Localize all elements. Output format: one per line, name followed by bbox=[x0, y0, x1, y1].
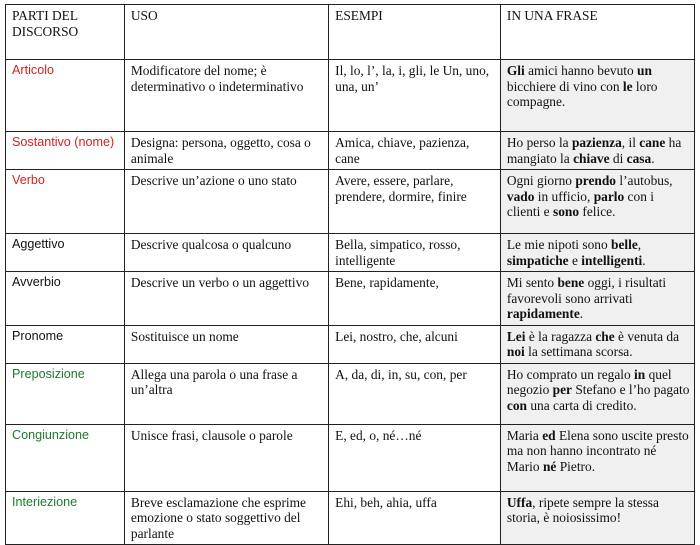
uso-cell: Sostituisce un nome bbox=[124, 325, 328, 363]
sentence-fragment: è la ragazza bbox=[525, 328, 596, 344]
frase-cell bbox=[500, 424, 694, 491]
header-parti-del-discorso: PARTI DEL DISCORSO bbox=[6, 5, 125, 60]
highlighted-word: che bbox=[595, 328, 615, 344]
highlighted-word: sono bbox=[552, 204, 580, 219]
part-of-speech-cell: Interiezione bbox=[6, 491, 125, 545]
highlighted-word: per bbox=[552, 382, 572, 397]
esempi-cell: Avere, essere, parlare, prendere, dormire, finire bbox=[329, 170, 501, 234]
header-row bbox=[6, 5, 695, 60]
sentence-fragment: felice. bbox=[579, 204, 616, 219]
sentence-fragment: . bbox=[642, 252, 646, 268]
sentence-fragment: quel negozio bbox=[506, 366, 672, 397]
table-row bbox=[6, 363, 695, 424]
sentence-fragment: l’autobus, bbox=[616, 173, 673, 188]
esempi-cell: Ehi, beh, ahia, uffa bbox=[329, 491, 501, 545]
highlighted-word: rapidamente bbox=[506, 306, 580, 321]
highlighted-word: noi bbox=[506, 344, 525, 359]
parts-of-speech-table-wrapper bbox=[5, 4, 695, 545]
highlighted-word: Gli bbox=[506, 63, 525, 78]
part-of-speech-cell: Pronome bbox=[6, 325, 125, 363]
parts-of-speech-table bbox=[5, 4, 695, 545]
frase-cell bbox=[500, 170, 694, 234]
sentence-fragment: è venuta da bbox=[614, 328, 680, 344]
frase-cell bbox=[500, 60, 694, 132]
sentence-fragment: e bbox=[568, 252, 582, 268]
part-of-speech-cell: Preposizione bbox=[6, 363, 125, 424]
table-row bbox=[6, 234, 695, 272]
uso-cell: Breve esclamazione che esprime emozione o stato soggettivo del parlante bbox=[124, 491, 328, 545]
sentence-fragment: Ho comprato un regalo bbox=[506, 366, 635, 382]
sentence-fragment: Mi sento bbox=[506, 275, 558, 290]
part-of-speech-cell: Congiunzione bbox=[6, 424, 125, 491]
sentence-fragment: Maria bbox=[506, 427, 543, 443]
sentence-fragment: in ufficio, bbox=[534, 188, 594, 204]
uso-cell: Allega una parola o una frase a un’altra bbox=[124, 363, 328, 424]
highlighted-word: vado bbox=[506, 188, 535, 204]
highlighted-word: le bbox=[622, 78, 633, 94]
highlighted-word: belle bbox=[611, 237, 638, 252]
table-row bbox=[6, 170, 695, 234]
table-body bbox=[6, 5, 695, 545]
uso-cell: Descrive un’azione o uno stato bbox=[124, 170, 328, 234]
sentence-fragment: , bbox=[637, 237, 642, 252]
part-of-speech-cell: Aggettivo bbox=[6, 234, 125, 272]
sentence-fragment: la settimana scorsa. bbox=[524, 344, 633, 359]
table-row bbox=[6, 132, 695, 170]
highlighted-word: ed bbox=[542, 427, 556, 443]
part-of-speech-cell: Sostantivo (nome) bbox=[6, 132, 125, 170]
highlighted-word: parlo bbox=[593, 188, 625, 204]
sentence-fragment: Ogni giorno bbox=[506, 173, 576, 188]
highlighted-word: bene bbox=[557, 275, 585, 290]
highlighted-word: con bbox=[506, 397, 527, 413]
sentence-fragment: Pietro. bbox=[556, 458, 596, 474]
highlighted-word: cane bbox=[639, 135, 666, 150]
sentence-fragment: Elena sono uscite presto ma non hanno incontrato né Mario bbox=[506, 427, 689, 474]
frase-cell bbox=[500, 325, 694, 363]
header-uso: USO bbox=[124, 5, 328, 60]
frase-cell bbox=[500, 272, 694, 326]
sentence-fragment: Le mie nipoti sono bbox=[506, 237, 612, 252]
highlighted-word: Uffa bbox=[506, 494, 533, 510]
esempi-cell: A, da, di, in, su, con, per bbox=[329, 363, 501, 424]
uso-cell: Designa: persona, oggetto, cosa o animale bbox=[124, 132, 328, 170]
highlighted-word: prendo bbox=[575, 173, 616, 188]
highlighted-word: intelligenti bbox=[581, 252, 643, 268]
sentence-fragment: una carta di credito. bbox=[526, 397, 637, 413]
table-row bbox=[6, 424, 695, 491]
part-of-speech-cell: Articolo bbox=[6, 60, 125, 132]
header-esempi: ESEMPI bbox=[329, 5, 501, 60]
sentence-fragment: , ripete sempre la stessa storia, è noiosissimo! bbox=[506, 494, 659, 525]
sentence-fragment: . bbox=[579, 306, 584, 321]
esempi-cell: Il, lo, l’, la, i, gli, le Un, uno, una, un’ bbox=[329, 60, 501, 132]
uso-cell: Descrive qualcosa o qualcuno bbox=[124, 234, 328, 272]
sentence-fragment: . bbox=[651, 150, 655, 166]
highlighted-word: chiave bbox=[573, 150, 610, 166]
highlighted-word: Lei bbox=[506, 328, 526, 344]
esempi-cell: Amica, chiave, pazienza, cane bbox=[329, 132, 501, 170]
esempi-cell: Bene, rapidamente, bbox=[329, 272, 501, 326]
part-of-speech-cell: Avverbio bbox=[6, 272, 125, 326]
highlighted-word: né bbox=[542, 458, 557, 474]
highlighted-word: simpatiche bbox=[506, 252, 569, 268]
header-in-una-frase: IN UNA FRASE bbox=[500, 5, 694, 60]
frase-cell bbox=[500, 363, 694, 424]
sentence-fragment: Stefano e l’ho pagato bbox=[571, 382, 690, 397]
highlighted-word: pazienza bbox=[571, 135, 622, 150]
highlighted-word: un bbox=[637, 63, 652, 78]
table-row bbox=[6, 60, 695, 132]
sentence-fragment: bicchiere di vino con bbox=[506, 78, 623, 94]
frase-cell bbox=[500, 132, 694, 170]
part-of-speech-cell: Verbo bbox=[6, 170, 125, 234]
sentence-fragment: oggi, i risultati favorevoli sono arrivati bbox=[506, 275, 667, 306]
frase-cell bbox=[500, 234, 694, 272]
sentence-fragment: di bbox=[609, 150, 627, 166]
sentence-fragment: ha mangiato la bbox=[506, 135, 682, 166]
table-row bbox=[6, 491, 695, 545]
esempi-cell: E, ed, o, né…né bbox=[329, 424, 501, 491]
sentence-fragment: Ho perso la bbox=[506, 135, 572, 150]
uso-cell: Descrive un verbo o un aggettivo bbox=[124, 272, 328, 326]
highlighted-word: casa bbox=[626, 150, 652, 166]
table-row bbox=[6, 325, 695, 363]
sentence-fragment: , il bbox=[621, 135, 640, 150]
table-row bbox=[6, 272, 695, 326]
sentence-fragment: amici hanno bevuto bbox=[524, 63, 638, 78]
esempi-cell: Bella, simpatico, rosso, intelligente bbox=[329, 234, 501, 272]
uso-cell: Unisce frasi, clausole o parole bbox=[124, 424, 328, 491]
sentence-fragment: con i clienti e bbox=[506, 188, 654, 219]
highlighted-word: in bbox=[634, 366, 646, 382]
uso-cell: Modificatore del nome; è determinativo o indeterminativo bbox=[124, 60, 328, 132]
frase-cell bbox=[500, 491, 694, 545]
sentence-fragment: loro compagne. bbox=[506, 78, 658, 109]
esempi-cell: Lei, nostro, che, alcuni bbox=[329, 325, 501, 363]
